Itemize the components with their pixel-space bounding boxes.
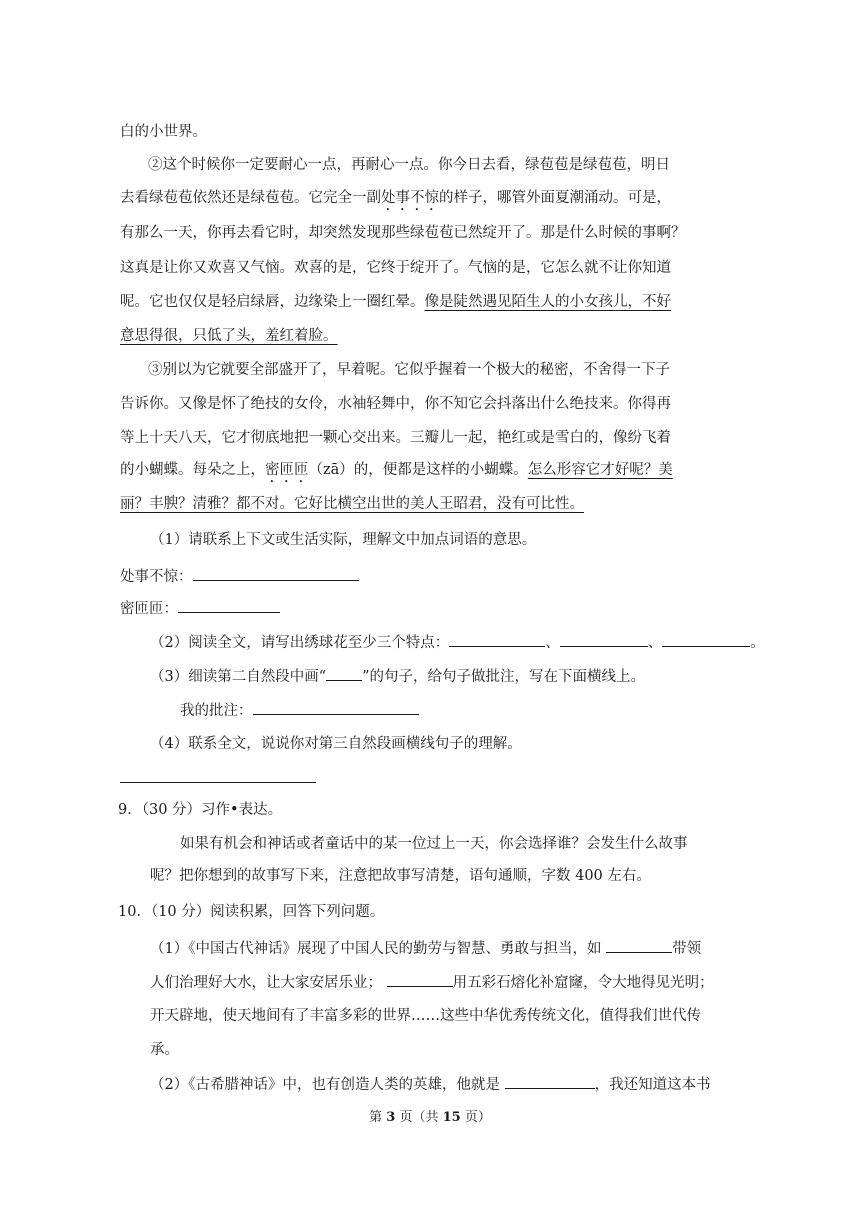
underlined-sentence: 丽？丰腴？清雅？都不对。它好比横空出世的美人王昭君，没有可比性。 <box>120 496 584 512</box>
page-footer: 第 3 页（共 15 页） <box>369 1110 491 1125</box>
passage-line: 呢。它也仅仅是轻启绿唇，边缘染上一圈红晕。像是陡然遇见陌生人的小女孩儿，不好 <box>120 294 671 310</box>
underlined-sentence: 怎么形容它才好呢？美 <box>527 462 673 478</box>
question-text: （3）细读第二自然段中画“ ”的句子，给句子做批注，写在下面横线上。 <box>150 666 645 687</box>
question-text: （2）阅读全文，请写出绣球花至少三个特点： 、 、 。 <box>150 632 765 653</box>
passage-line: 的小蝴蝶。每朵之上，密匝匝（zā）的，便都是这样的小蝴蝶。怎么形容它才好呢？美 <box>120 462 673 478</box>
answer-row: 密匝匝： <box>120 598 280 619</box>
question-text: 呢？把你想到的故事写下来，注意把故事写清楚，语句通顺，字数 400 左右。 <box>150 868 651 884</box>
underline-sample <box>326 666 362 681</box>
answer-blank[interactable] <box>178 598 280 613</box>
dotted-word: 密匝匝 <box>265 462 309 478</box>
answer-blank[interactable] <box>560 632 648 647</box>
dotted-word: 处事不惊 <box>381 190 439 206</box>
answer-blank[interactable] <box>253 700 419 715</box>
passage-line: 有那么一天，你再去看它时，却突然发现那些绿苞苞已然绽开了。那是什么时候的事啊？ <box>120 225 686 241</box>
answer-blank[interactable] <box>120 768 316 783</box>
passage-line: ②这个时候你一定要耐心一点，再耐心一点。你今日去看，绿苞苞是绿苞苞，明日 <box>148 157 670 173</box>
question-title: 9．（30 分）习作•表达。 <box>118 802 283 818</box>
current-page-number: 3 <box>386 1110 396 1125</box>
question-text: 开天辟地，使天地间有了丰富多彩的世界……这些中华优秀传统文化，值得我们世代传 <box>150 1008 701 1024</box>
answer-row: 我的批注： <box>180 700 419 721</box>
question-text: 如果有机会和神话或者童话中的某一位过上一天，你会选择谁？会发生什么故事 <box>180 836 688 852</box>
passage-line: 等上十天八天，它才彻底地把一颗心交出来。三瓣儿一起，艳红或是雪白的，像纷飞着 <box>120 430 671 446</box>
question-text: 承。 <box>150 1042 179 1058</box>
question-title: 10．（10 分）阅读积累，回答下列问题。 <box>118 904 385 920</box>
question-text: 人们治理好大水，让大家安居乐业； 用五彩石熔化补窟窿，令大地得见光明； <box>150 972 714 993</box>
answer-blank[interactable] <box>606 938 672 953</box>
answer-blank[interactable] <box>449 632 545 647</box>
passage-line: 这真是让你又欢喜又气恼。欢喜的是，它终于绽开了。气恼的是，它怎么就不让你知道 <box>120 260 671 276</box>
question-text: （1）《中国古代神话》展现了中国人民的勤劳与智慧、勇敢与担当，如 带领 <box>150 938 701 959</box>
question-text: （4）联系全文，说说你对第三自然段画横线句子的理解。 <box>150 736 522 752</box>
passage-line: 白的小世界。 <box>120 124 207 140</box>
underlined-sentence: 意思得很，只低了头，羞红着脸。 <box>120 328 338 344</box>
total-pages: 15 <box>442 1110 461 1125</box>
passage-line: 去看绿苞苞依然还是绿苞苞。它完全一副处事不惊的样子，哪管外面夏潮涌动。可是， <box>120 190 671 206</box>
passage-line: ③别以为它就要全部盛开了，早着呢。它似乎握着一个极大的秘密，不舍得一下子 <box>148 362 670 378</box>
answer-blank[interactable] <box>387 972 453 987</box>
passage-line: 告诉你。又像是怀了绝技的女伶，水袖轻舞中，你不知它会抖落出什么绝技来。你得再 <box>120 396 671 412</box>
answer-row <box>120 768 316 789</box>
question-text: （2）《古希腊神话》中，也有创造人类的英雄，他就是 ，我还知道这本书 <box>150 1074 711 1095</box>
answer-blank[interactable] <box>662 632 750 647</box>
underlined-sentence: 像是陡然遇见陌生人的小女孩儿，不好 <box>424 294 671 310</box>
answer-row: 处事不惊： <box>120 566 359 587</box>
answer-blank[interactable] <box>505 1074 595 1089</box>
question-text: （1）请联系上下文或生活实际，理解文中加点词语的意思。 <box>150 532 537 548</box>
answer-blank[interactable] <box>193 566 359 581</box>
